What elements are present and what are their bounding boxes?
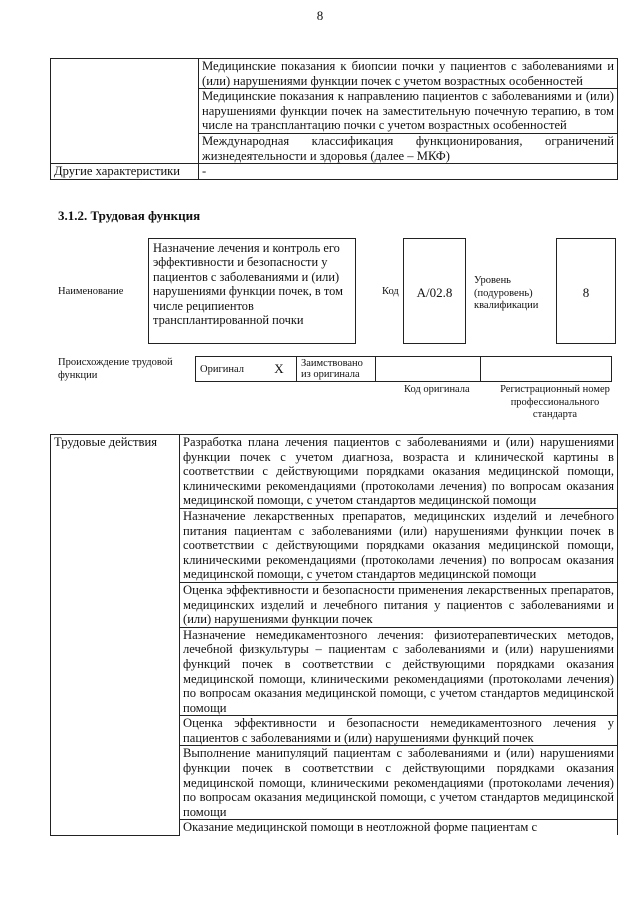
function-name-box: Назначение лечения и контроль его эффективности и безопасности у пациентов с заболеваниями и (или) нарушениями функции почек, в том числе реципиентов трансплантированной почки [148,238,356,344]
labor-action-item: Назначение лекарственных препаратов, медицинских изделий и лечебного питания пациентам с заболеваниями (или) нарушениями функции почек в соответствии с действующими порядками оказания медицинской помощи, клиническими рекомендациями (протоколами лечения) по вопросам оказания медицинской помощи, с учетом стандартов медицинской помощи [180,508,618,582]
code-original-caption: Код оригинала [404,384,470,395]
reg-number-cell [481,357,612,382]
code-label: Код [382,286,399,297]
page-number: 8 [316,8,324,23]
other-characteristics-label: Другие характеристики [51,164,199,180]
name-label: Наименование [58,286,124,297]
borrowed-label: Заимствовано из оригинала [297,357,376,382]
origin-label: Происхождение трудовой функции [58,357,173,381]
labor-action-item: Оценка эффективности и безопасности немедикаментозного лечения у пациентов с заболеваниями и (или) нарушениями функций почек [180,716,618,746]
labor-actions-table [50,434,618,836]
labor-action-item: Разработка плана лечения пациентов с заболеваниями и (или) нарушениями функции почек с учетом диагноза, возраста и клинической картины в соответствии с действующими порядками оказания медицинской помощи, клиническими рекомендациями (протоколами лечения) по вопросам оказания медицинской помощи, с учетом стандартов медицинской помощи [180,435,618,509]
labor-action-item: Оценка эффективности и безопасности применения лекарственных препаратов, медицинских изделий и лечебного питания у пациентов с заболеваниями и (или) нарушениями функции почек [180,582,618,627]
table-cell: Медицинские показания к биопсии почки у пациентов с заболеваниями и (или) нарушениями функции почек с учетом возрастных особенностей [199,59,618,89]
reg-number-caption: Регистрационный номер профессионального стандарта [500,384,610,420]
table-cell: Медицинские показания к направлению пациентов с заболеваниями и (или) нарушениями функции почек на заместительную почечную терапию, в том числе на трансплантацию почки с учетом возрастных особенностей [199,89,618,134]
top-characteristics-table [50,58,618,180]
labor-action-item: Оказание медицинской помощи в неотложной форме пациентам с [180,820,618,835]
labor-action-item: Выполнение манипуляций пациентам с заболеваниями и (или) нарушениями функции почек в соответствии с действующими порядками оказания медицинской помощи, клиническими рекомендациями (протоколами лечения) по вопросам оказания медицинской помощи, с учетом стандартов медицинской помощи [180,746,618,820]
original-label: Оригинал [196,357,263,382]
origin-table [195,356,612,382]
section-heading: 3.1.2. Трудовая функция [58,208,201,223]
level-box: 8 [556,238,616,344]
labor-actions-label: Трудовые действия [51,435,180,836]
code-box: A/02.8 [403,238,466,344]
other-characteristics-value: - [199,164,618,180]
empty-label-cell [51,59,199,164]
table-cell: Международная классификация функционирования, ограничений жизнедеятельности и здоровья (далее – МКФ) [199,133,618,163]
level-label: Уровень (подуровень) квалификации [474,275,539,311]
original-mark: X [262,357,297,382]
labor-action-item: Назначение немедикаментозного лечения: физиотерапевтических методов, лечебной физкультуры – пациентам с заболеваниями и (или) нарушениями функций почек в соответствии с действующими порядками оказания медицинской помощи, клиническими рекомендациями (протоколами лечения) по вопросам оказания медицинской помощи, с учетом стандартов медицинской помощи [180,627,618,716]
code-original-cell [376,357,481,382]
